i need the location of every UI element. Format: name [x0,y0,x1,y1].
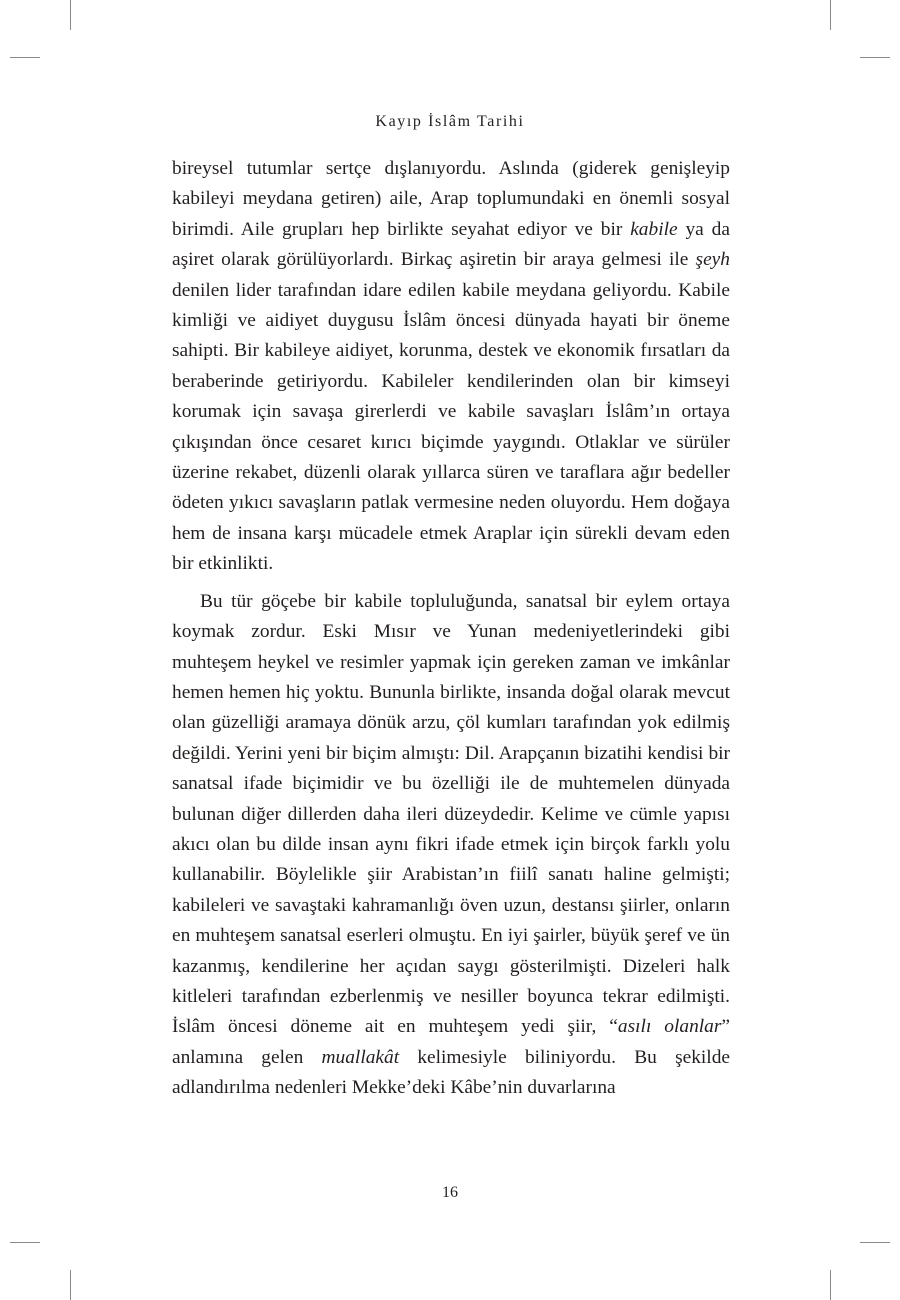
crop-mark-right-lower [860,1242,890,1243]
crop-mark-bottom-right [830,1270,831,1300]
crop-mark-top-right [830,0,831,30]
text-segment: kelimesiyle biliniyordu. Bu şekilde adlandırılma nedenleri Mekke’deki Kâbe’nin duvarlarına [172,1046,730,1099]
italic-term-seyh: şeyh [695,249,730,271]
paragraph-1 [172,154,730,580]
crop-mark-bottom-left [70,1270,71,1300]
italic-term-asili-olanlar: asılı olanlar [617,1016,722,1038]
crop-mark-left-lower [10,1242,40,1243]
running-head: Kayıp İslâm Tarihi [375,113,525,130]
italic-term-muallakat: muallakât [321,1046,400,1068]
text-segment: Bu tür göçebe bir kabile topluluğunda, sanatsal bir eylem ortaya koymak zordur. Eski Mısır ve Yunan medeniyetlerindeki gibi muhteşem heykel ve resimler yapmak için gereken zaman ve imkânlar hemen hemen hiç yoktu. Bununla birlikte, insanda doğal olarak mevcut olan güzelliği aramaya dönük arzu, çöl kumları tarafından yok edilmiş değildi. Yerini yeni bir biçim almıştı: Dil. Arapçanın bizatihi kendisi bir sanatsal ifade biçimidir ve bu özelliği ile de muhtemelen dünyada bulunan diğer dillerden daha ileri düzeydedir. Kelime ve cümle yapısı akıcı olan bu dilde insan aynı fikri ifade etmek için birçok farklı yolu kullanabilir. Böylelikle şiir Arabistan’ın fiilî sanatı haline gelmişti; kabileleri ve savaştaki kahramanlığı öven uzun, destansı şiirler, onların en muhteşem sanatsal eserleri olmuştu. En iyi şairler, büyük şeref ve ün kazanmış, kendilerine her açıdan saygı gösterilmişti. Dizeleri halk kitleleri tarafından ezberlenmiş ve nesiller boyunca tekrar edilmişti. İslâm öncesi döneme ait en muhteşem yedi şiir, “ [172,590,730,1038]
page-number: 16 [442,1184,458,1201]
crop-mark-left-upper [10,57,40,58]
text-segment: ya da aşiret olarak görülüyorlardı. Birkaç aşiretin bir araya gelmesi ile [172,218,730,271]
italic-term-kabile: kabile [630,218,678,240]
crop-mark-right-upper [860,57,890,58]
crop-mark-top-left [70,0,71,30]
text-segment: denilen lider tarafından idare edilen kabile meydana geliyordu. Kabile kimliği ve aidiyet duygusu İslâm öncesi dünyada hayati bir öneme sahipti. Bir kabileye aidiyet, korunma, destek ve ekonomik fırsatları da beraberinde getiriyordu. Kabileler kendilerinden olan bir kimseyi korumak için savaşa girerlerdi ve kabile savaşları İslâm’ın ortaya çıkışından önce cesaret kırıcı biçimde yaygındı. Otlaklar ve sürüler üzerine rekabet, düzenli olarak yıllarca süren ve taraflara ağır bedeller ödeten yıkıcı savaşların patlak vermesine neden oluyordu. Hem doğaya hem de insana karşı mücadele etmek Araplar için sürekli devam eden bir etkinlikti. [172,279,730,575]
paragraph-2 [172,587,730,1104]
body-text [172,154,730,1104]
text-segment: bireysel tutumlar sertçe dışlanıyordu. Aslında (giderek genişleyip kabileyi meydana getiren) aile, Arap toplumundaki en önemli sosyal birimdi. Aile grupları hep birlikte seyahat ediyor ve bir [172,158,730,240]
text-segment: ” anlamına gelen [172,1016,730,1068]
